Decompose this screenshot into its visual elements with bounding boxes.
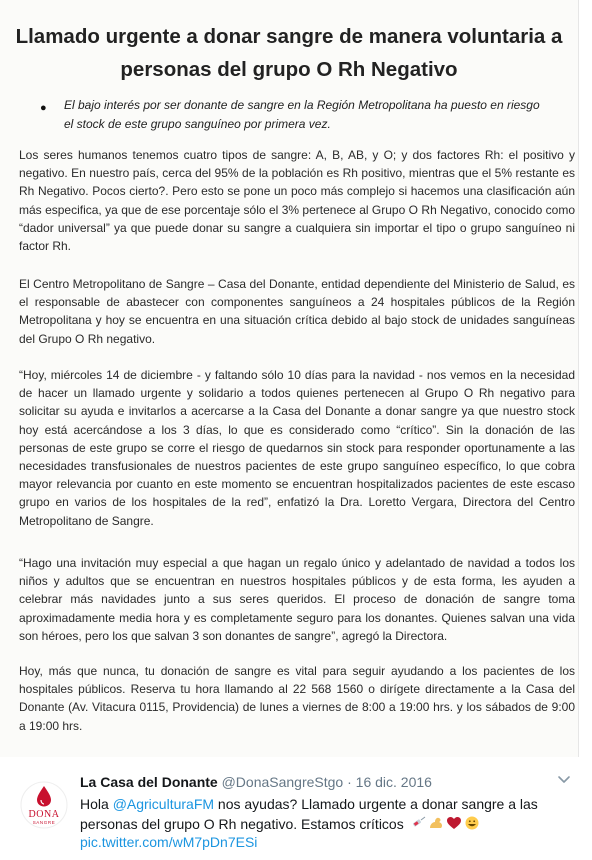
tweet-mention-link[interactable]: @AgriculturaFM [112,796,215,812]
tweet-author-handle[interactable]: @DonaSangreStgo [221,774,344,790]
tweet-author-name[interactable]: La Casa del Donante [80,774,218,790]
paragraph-5: Hoy, más que nunca, tu donación de sangre es vital para seguir ayudando a los pacientes de los hospitales públicos. Reserva tu hora llamando al 22 568 1560 o dirígete directamente a la Casa del Donante (Av. Vitacura 0115, Providencia) de lunes a viernes de 8:00 a 19:00 hrs. y los sábados de 9:00 a 19:00 hrs. [19,664,575,733]
grinning-face-icon [464,815,480,835]
tweet-text-rest: nos ayudas? Llamado urgente a donar sangre a las personas del grupo O Rh negativo. Estamos críticos [80,796,538,832]
paragraph-2: El Centro Metropolitano de Sangre – Casa del Donante, entidad dependiente del Ministerio de Salud, es el responsable de abastecer con componentes sanguíneos a 24 hospitales públicos de la Región Metropolitana y hoy se encuentra en una situación crítica debido al bajo stock de unidades sanguíneas del Grupo O Rh negativo. [19,277,575,346]
tweet-menu-chevron-down-icon[interactable] [556,771,572,787]
red-heart-icon [446,815,462,835]
tweet-separator: · [347,774,352,790]
tweet-text-start: Hola [80,796,113,812]
tweet-date[interactable]: 16 dic. 2016 [355,774,432,790]
document-lead: El bajo interés por ser donante de sangre en la Región Metropolitana ha puesto en riesgo el stock de este grupo sanguíneo por primera vez. [64,98,540,131]
paragraph-1: Los seres humanos tenemos cuatro tipos de sangre: A, B, AB, y O; y dos factores Rh: el positivo y negativo. En nuestro país, cerca del 95% de la población es Rh positivo, mientras que el 5% restante es Rh Negativo. Pocos cierto?. Pero esto se pone un poco más complejo si hacemos una clasificación aún más especifica, ya que de ese porcentaje sólo el 3% pertenece al Grupo O Rh Negativo, conocido como “dador universal” ya que puede donar su sangre a cualquiera sin importar el tipo o grupo sanguíneo ni factor Rh. [19,148,575,254]
tweet-text [80,794,560,835]
avatar[interactable] [20,781,68,829]
svg-text:DONA: DONA [28,809,60,820]
paragraph-4: “Hago una invitación muy especial a que hagan un regalo único y adelantado de navidad a todos los niños y adultos que se encuentran en nuestros hospitales públicos y de esta forma, les ayuden a celebrar más navidades junto a sus seres queridos. El proceso de donación de sangre toma aproximadamente media hora y es completamente seguro para los donantes. Quienes salvan una vida son héroes, pero los que salvan 3 son donantes de sangre”, agregó la Directora. [19,556,575,643]
flexed-biceps-icon [428,815,444,835]
paragraph-3: “Hoy, miércoles 14 de diciembre - y faltando sólo 10 días para la navidad - nos vemos en la necesidad de hacer un llamado urgente y solidario a todos quienes pertenecen al Grupo O Rh negativo para solicitar su ayuda e invitarlos a acercarse a la Casa del Donante a donar sangre ya que nuestro stock hoy está acercándose a los 3 días, lo que es considerado como “crítico”. Sin la donación de las personas de este grupo se corre el riesgo de quedarnos sin stock para responder oportunamente a las necesidades transfusionales de nuestros pacientes de este grupo sanguíneo específico, lo que cobra mayor relevancia por cuanto en este momento se encuentran hospitalizados pacientes de este escaso grupo en varios de los hospitales de la red”, enfatizó la Dra. Loretto Vergara, Directora del Centro Metropolitano de Sangre. [19,368,575,528]
svg-text:SANGRE: SANGRE [32,820,56,825]
dona-sangre-logo-icon [20,781,68,829]
syringe-icon [410,815,426,835]
document-title: Llamado urgente a donar sangre de manera voluntaria a personas del grupo O Rh Negativo [15,25,563,81]
tweet [0,757,592,860]
bullet-icon: ● [40,102,47,114]
tweet-pic-link[interactable]: pic.twitter.com/wM7pDn7ESi [80,834,258,850]
tweet-header [80,774,432,790]
